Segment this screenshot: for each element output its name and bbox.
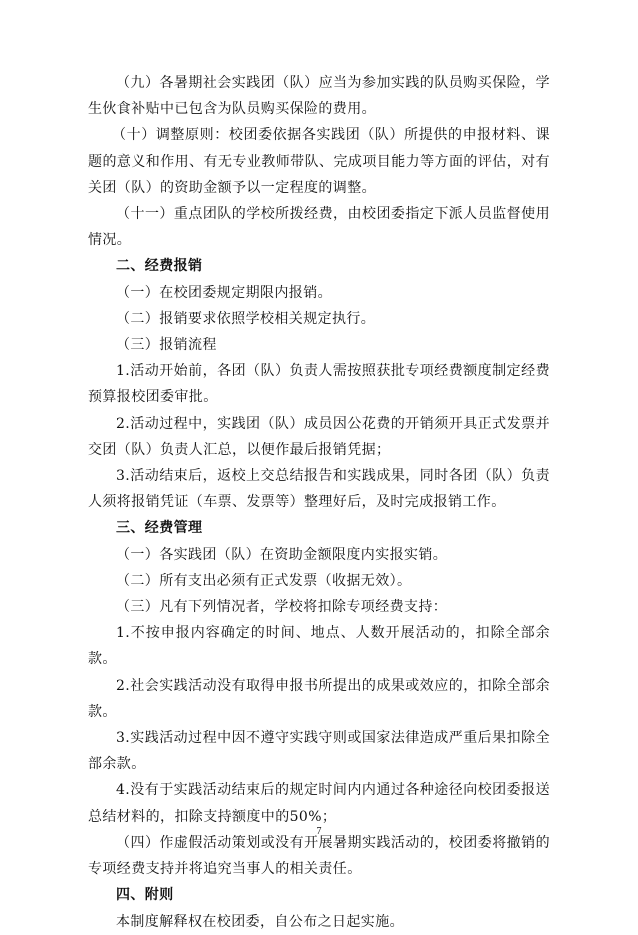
paragraph-process-step-2: 2.活动过程中，实践团（队）成员因公花费的开销须开具正式发票并交团（队）负责人汇总，以便作最后报销凭据； [88, 415, 550, 458]
paragraph-reimbursement-rules: （二）报销要求依照学校相关规定执行。 [116, 310, 376, 327]
paragraph-insurance: （九）各暑期社会实践团（队）应当为参加实践的队员购买保险，学生伙食补贴中已包含为队员购买保险的费用。 [88, 75, 550, 118]
paragraph-deduction-1: 1.不按申报内容确定的时间、地点、人数开展活动的，扣除全部余款。 [88, 625, 550, 668]
paragraph-management-4: （四）作虚假活动策划或没有开展暑期实践活动的，校团委将撤销的专项经费支持并将追究当事人的相关责任。 [88, 834, 550, 878]
paragraph-management-1: （一）各实践团（队）在资助金额限度内实报实销。 [116, 546, 448, 563]
paragraph-process-step-1: 1.活动开始前，各团（队）负责人需按照获批专项经费额度制定经费预算报校团委审批。 [88, 363, 550, 406]
paragraph-management-3: （三）凡有下列情况者，学校将扣除专项经费支持： [116, 599, 448, 616]
paragraph-process-step-3: 3.活动结束后，返校上交总结报告和实践成果，同时各团（队）负责人须将报销凭证（车票、发票等）整理好后，及时完成报销工作。 [88, 468, 550, 511]
paragraph-reimbursement-deadline: （一）在校团委规定期限内报销。 [116, 284, 332, 301]
paragraph-reimbursement-process: （三）报销流程 [116, 337, 217, 354]
paragraph-deduction-3: 3.实践活动过程中因不遵守实践守则或国家法律造成严重后果扣除全部余款。 [88, 730, 550, 773]
section-heading-reimbursement: 二、经费报销 [116, 258, 203, 275]
paragraph-adjustment-principle: （十）调整原则：校团委依据各实践团（队）所提供的申报材料、课题的意义和作用、有无专业教师带队、完成项目能力等方面的评估，对有关团（队）的资助金额予以一定程度的调整。 [88, 127, 550, 196]
section-heading-appendix: 四、附则 [116, 887, 174, 904]
section-heading-management: 三、经费管理 [116, 520, 203, 537]
page-number: 7 [316, 826, 322, 837]
paragraph-deduction-2: 2.社会实践活动没有取得申报书所提出的成果或效应的，扣除全部余款。 [88, 677, 550, 720]
paragraph-management-2: （二）所有支出必须有正式发票（收据无效）。 [116, 572, 412, 589]
document-body [88, 70, 550, 935]
paragraph-deduction-4: 4.没有于实践活动结束后的规定时间内内通过各种途径向校团委报送总结材料的，扣除支持额度中的50%； [88, 782, 550, 825]
paragraph-appendix: 本制度解释权在校团委，自公布之日起实施。 [116, 913, 404, 930]
paragraph-key-team-funding: （十一）重点团队的学校所拨经费，由校团委指定下派人员监督使用情况。 [88, 206, 550, 249]
